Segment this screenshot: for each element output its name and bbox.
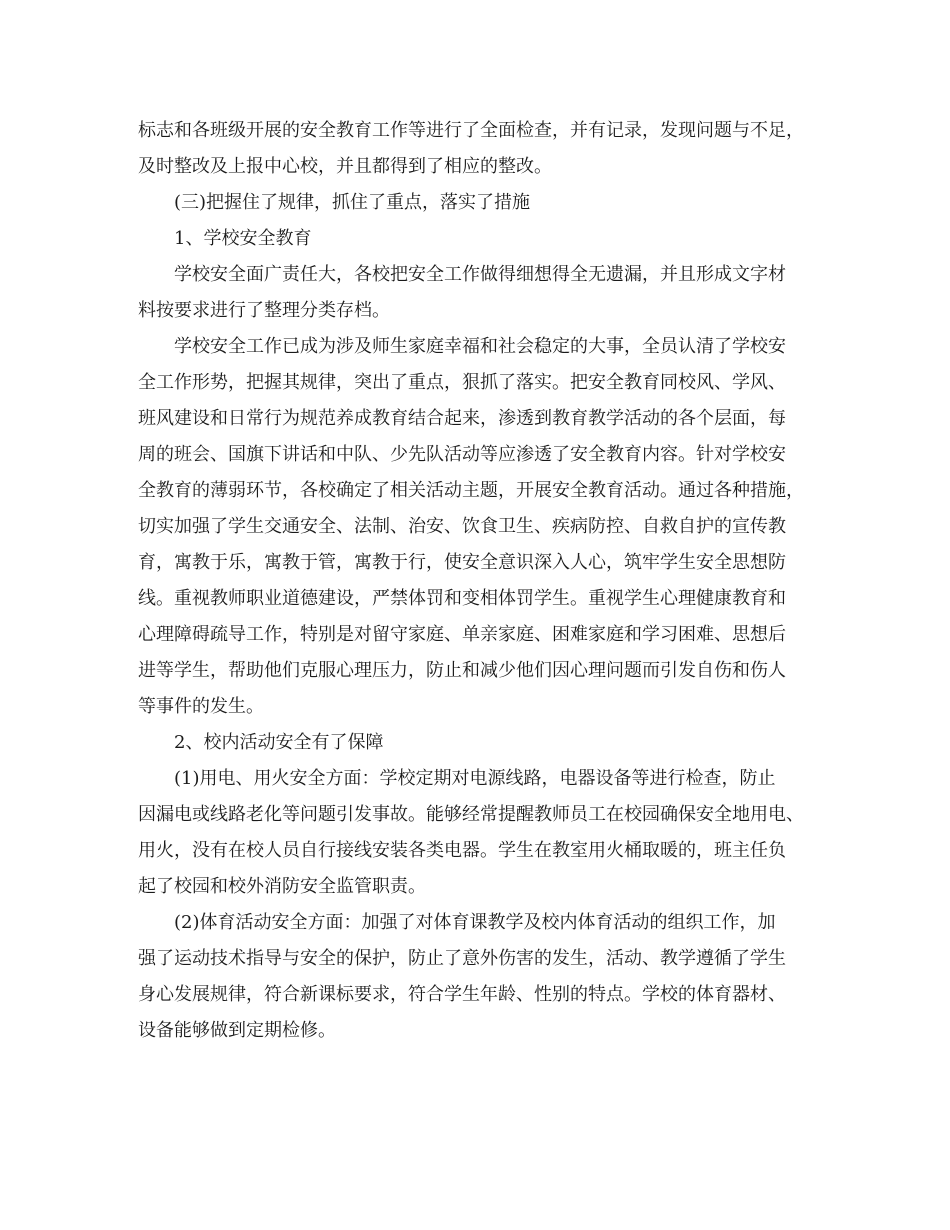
text-line: 强了运动技术指导与安全的保护，防止了意外伤害的发生，活动、教学遵循了学生 (138, 948, 786, 969)
text-line: 育，寓教于乐，寓教于管，寓教于行，使安全意识深入人心，筑牢学生安全思想防 (138, 552, 786, 573)
text-line: 切实加强了学生交通安全、法制、治安、饮食卫生、疾病防控、自救自护的宣传教 (138, 516, 786, 537)
text-line: (1)用电、用火安全方面：学校定期对电源线路，电器设备等进行检查，防止 (174, 768, 776, 789)
subsection-heading: 2、校内活动安全有了保障 (174, 732, 384, 753)
text-line: 标志和各班级开展的安全教育工作等进行了全面检查，并有记录，发现问题与不足， (138, 120, 804, 141)
text-line: 全教育的薄弱环节，各校确定了相关活动主题，开展安全教育活动。通过各种措施， (138, 480, 804, 501)
text-line: 线。重视教师职业道德建设，严禁体罚和变相体罚学生。重视学生心理健康教育和 (138, 588, 786, 609)
subsection-heading: 1、学校安全教育 (174, 228, 312, 249)
text-line: 身心发展规律，符合新课标要求，符合学生年龄、性别的特点。学校的体育器材、 (138, 984, 786, 1005)
text-line: 班风建设和日常行为规范养成教育结合起来，渗透到教育教学活动的各个层面，每 (138, 408, 786, 429)
text-line: 设备能够做到定期检修。 (138, 1020, 336, 1041)
text-line: 及时整改及上报中心校，并且都得到了相应的整改。 (138, 156, 552, 177)
text-line: 进等学生，帮助他们克服心理压力，防止和减少他们因心理问题而引发自伤和伤人 (138, 660, 786, 681)
text-line: 全工作形势，把握其规律，突出了重点，狠抓了落实。把安全教育同校风、学风、 (138, 372, 786, 393)
text-line: 心理障碍疏导工作，特别是对留守家庭、单亲家庭、困难家庭和学习困难、思想后 (138, 624, 786, 645)
section-heading: (三)把握住了规律，抓住了重点，落实了措施 (174, 192, 531, 213)
text-line: 周的班会、国旗下讲话和中队、少先队活动等应渗透了安全教育内容。针对学校安 (138, 444, 786, 465)
text-line: 学校安全面广责任大，各校把安全工作做得细想得全无遗漏，并且形成文字材 (174, 264, 786, 285)
text-line: 用火，没有在校人员自行接线安装各类电器。学生在教室用火桶取暖的，班主任负 (138, 840, 786, 861)
text-line: 学校安全工作已成为涉及师生家庭幸福和社会稳定的大事，全员认清了学校安 (174, 336, 786, 357)
text-line: 起了校园和校外消防安全监管职责。 (138, 876, 426, 897)
text-line: 料按要求进行了整理分类存档。 (138, 300, 390, 321)
text-line: (2)体育活动安全方面：加强了对体育课教学及校内体育活动的组织工作，加 (174, 912, 776, 933)
text-line: 因漏电或线路老化等问题引发事故。能够经常提醒教师员工在校园确保安全地用电、 (138, 804, 804, 825)
text-line: 等事件的发生。 (138, 696, 264, 717)
